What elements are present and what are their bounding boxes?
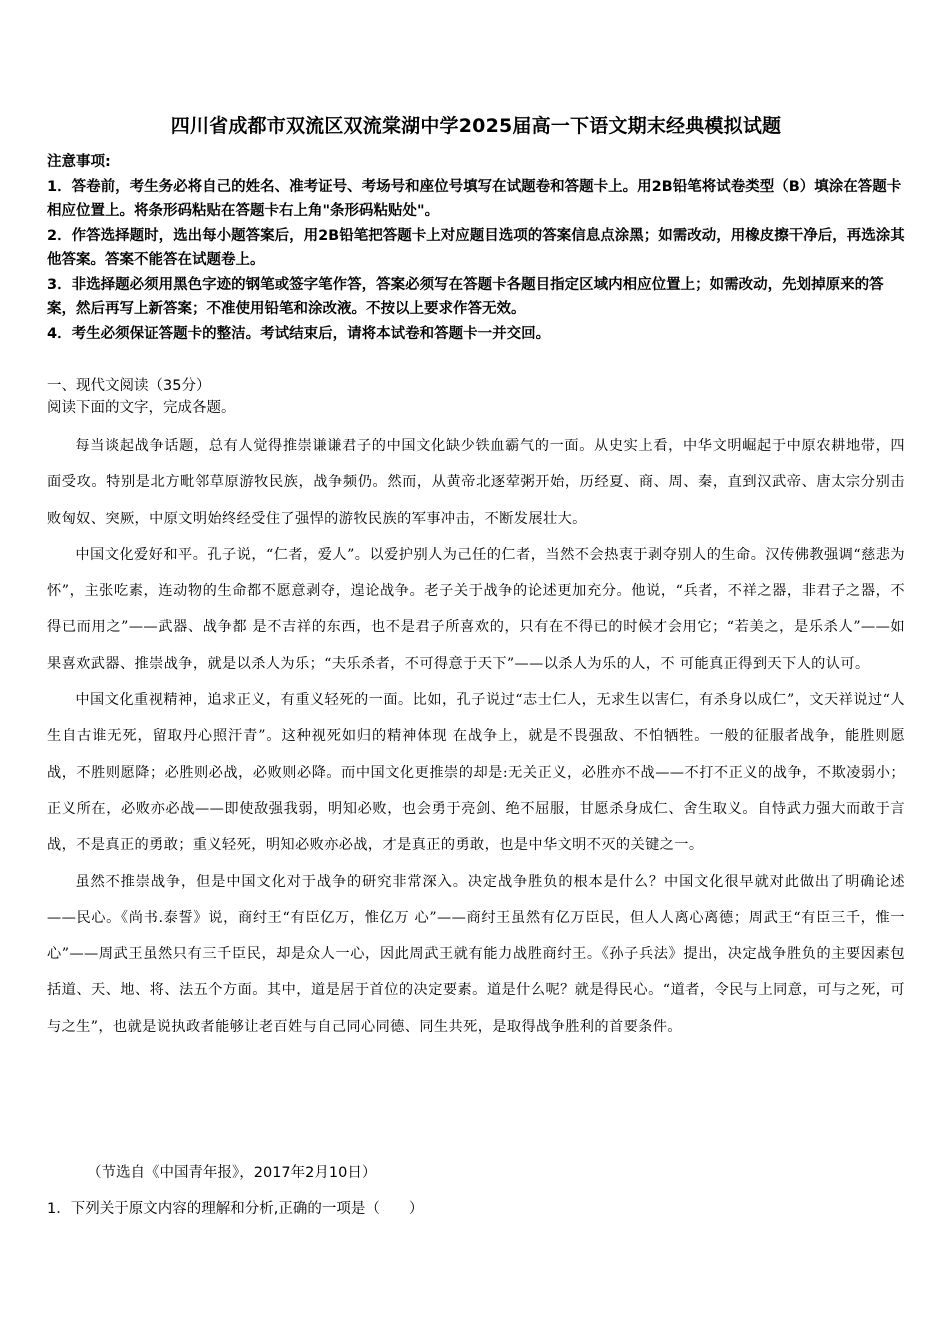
passage-paragraph: 虽然不推崇战争，但是中国文化对于战争的研究非常深入。决定战争胜负的根本是什么？中国文化很早就对此做出了明确论述——民心。《尚书.泰誓》说，商纣王“有臣亿万，惟亿万 心”——商纣王虽然有亿万臣民，但人人离心离德；周武王“有臣三千，惟一心”——周武王虽然只有三千臣民，却是众人一心，因此周武王就有能力战胜商纣王。《孙子兵法》提出，决定战争胜负的主要因素包括道、天、地、将、法五个方面。其中，道是居于首位的决定要素。道是什么呢？就是得民心。“道者，令民与上同意，可与之死，可与之生”，也就是说执政者能够让老百姓与自己同心同德、同生共死，是取得战争胜利的首要条件。	[47, 873, 905, 1035]
reading-passage	[47, 428, 905, 1045]
section-header	[47, 375, 905, 419]
section-heading: 一、现代文阅读（35分）	[47, 378, 211, 394]
passage-paragraph: 中国文化爱好和平。孔子说，“仁者，爱人”。以爱护别人为己任的仁者，当然不会热衷于剥夺别人的生命。汉传佛教强调“慈悲为怀”，主张吃素，连动物的生命都不愿意剥夺，遑论战争。老子关于战争的论述更加充分。他说，“兵者，不祥之器，非君子之器，不得已而用之”——武器、战争都 是不吉祥的东西，也不是君子所喜欢的，只有在不得已的时候才会用它；“若美之，是乐杀人”——如果喜欢武器、推崇战争，就是以杀人为乐；“夫乐杀者，不可得意于天下”——以杀人为乐的人，不 可能真正得到天下人的认可。	[47, 546, 905, 672]
passage-paragraph: 每当谈起战争话题，总有人觉得推崇谦谦君子的中国文化缺少铁血霸气的一面。从史实上看，中华文明崛起于中原农耕地带，四面受攻。特别是北方毗邻草原游牧民族，战争频仍。然而，从黄帝北逐荤粥开始，历经夏、商、周、秦，直到汉武帝、唐太宗分别击败匈奴、突厥，中原文明始终经受住了强悍的游牧民族的军事冲击，不断发展壮大。	[47, 438, 905, 527]
notice-item: 3．非选择题必须用黑色字迹的钢笔或签字笔作答，答案必须写在答题卡各题目指定区域内相应位置上；如需改动，先划掉原来的答案，然后再写上新答案；不准使用铅笔和涂改液。不按以上要求作答无效。	[47, 276, 884, 317]
notice-item: 1．答卷前，考生务必将自己的姓名、准考证号、考场号和座位号填写在试题卷和答题卡上。用2B铅笔将试卷类型（B）填涂在答题卡相应位置上。将条形码粘贴在答题卡右上角"条形码粘贴处"。	[47, 178, 902, 219]
page-title: 四川省成都市双流区双流棠湖中学2025届高一下语文期末经典模拟试题	[170, 115, 782, 137]
notice-item: 4．考生必须保证答题卡的整洁。考试结束后，请将本试卷和答题卡一并交回。	[47, 325, 551, 342]
passage-paragraph: 中国文化重视精神，追求正义，有重义轻死的一面。比如，孔子说过“志士仁人，无求生以害仁，有杀身以成仁”，文天祥说过“人生自古谁无死，留取丹心照汗青”。这种视死如归的精神体现 在战争上，就是不畏强敌、不怕牺牲。一般的征服者战争，能胜则愿战，不胜则愿降；必胜则必战，必败则必降。而中国文化更推崇的却是:无关正义，必胜亦不战——不打不正义的战争，不欺凌弱小；正义所在，必败亦必战——即使敌强我弱，明知必败，也会勇于亮剑、绝不屈服，甘愿杀身成仁、舍生取义。自恃武力强大而敢于言战，不是真正的勇敢；重义轻死，明知必败亦必战，才是真正的勇敢，也是中华文明不灭的关键之一。	[47, 692, 905, 854]
passage-footer	[47, 1160, 905, 1222]
notice-heading: 注意事项:	[47, 154, 111, 170]
notice-item: 2．作答选择题时，选出每小题答案后，用2B铅笔把答题卡上对应题目选项的答案信息点涂黑；如需改动，用橡皮擦干净后，再选涂其他答案。答案不能答在试题卷上。	[47, 227, 905, 268]
question-1: 1．下列关于原文内容的理解和分析,正确的一项是（ ）	[47, 1201, 424, 1217]
notice-block	[47, 150, 905, 346]
reading-instruction: 阅读下面的文字，完成各题。	[47, 400, 236, 416]
passage-source: （节选自《中国青年报》，2017年2月10日）	[87, 1165, 377, 1181]
